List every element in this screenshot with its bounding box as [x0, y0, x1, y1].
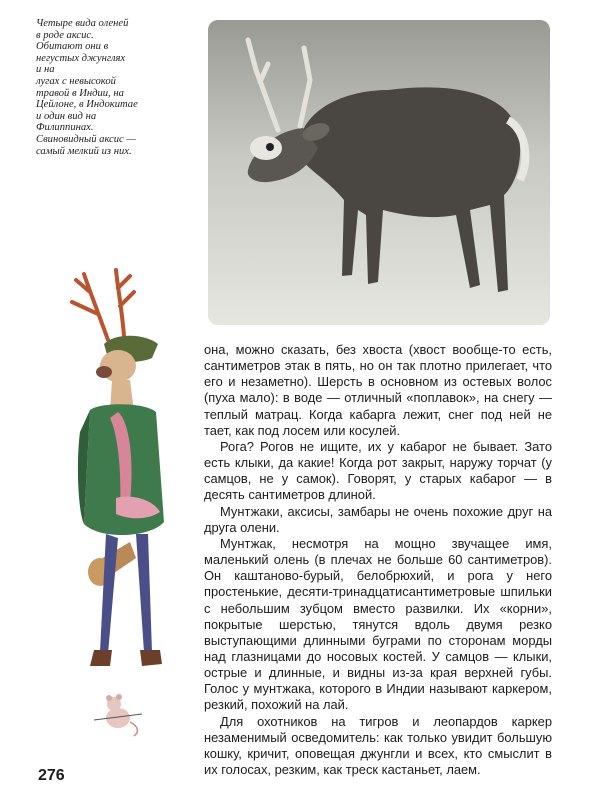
- main-text: [204, 342, 552, 778]
- deer-photo: [208, 20, 550, 325]
- small-mouse-illustration: [88, 682, 148, 742]
- page-number: 276: [38, 767, 65, 784]
- paragraph: она, можно сказать, без хвоста (хвост вообще-то есть, сантиметров этак в пять, но он так плотно прилегает, что его и незаметно). Шерсть в основном из остевых волос (пуха мало): в воде — отличный «поплавок», на снегу — теплый матрац. Когда кабарга лежит, снег под ней не тает, как под лосем или косулей.: [204, 342, 552, 438]
- paragraph: Рога? Рогов не ищите, их у кабарог не бывает. Зато есть клыки, да какие! Когда рот закрыт, наружу торчат (у самцов, не у самок). Говорят, у старых кабарог — в десять сантиметров длиной.: [204, 438, 552, 503]
- paragraph: Мунтжаки, аксисы, замбары не очень похожие друг на друга олени.: [204, 503, 552, 535]
- cartoon-deer-illustration: [60, 262, 190, 682]
- paragraph: Мунтжак, несмотря на мощно звучащее имя, маленький олень (в плечах не больше 60 сантиметров). Он каштаново-бурый, белобрюхий, и рога у него простенькие, десяти-тринадцатисантиметровые шпильки с небольшим зубцом вместо развилки. Их «корни», покрытые шерстью, тянутся вдоль двумя резко выступающими длинными буграми по сторонам морды над глазницами до носовых костей. У самцов — клыки, острые и длинные, и видны из-за края верхней губы. Голос у мунтжака, которого в Индии называют каркером, резкий, похожий на лай.: [204, 535, 552, 713]
- photo-caption: Четыре вида оленей в роде аксис. Обитают они в негустых джунглях и на лугах с невысокой травой в Индии, на Цейлоне, в Индокитае и один вид на Филиппинах. Свиновидный аксис — самый мелкий из них.: [36, 18, 138, 157]
- paragraph: Для охотников на тигров и леопардов каркер незаменимый осведомитель: как только увидит большую кошку, кричит, оповещая джунгли и всех, кто смыслит в их голосах, резким, как треск кастаньет, лаем.: [204, 713, 552, 778]
